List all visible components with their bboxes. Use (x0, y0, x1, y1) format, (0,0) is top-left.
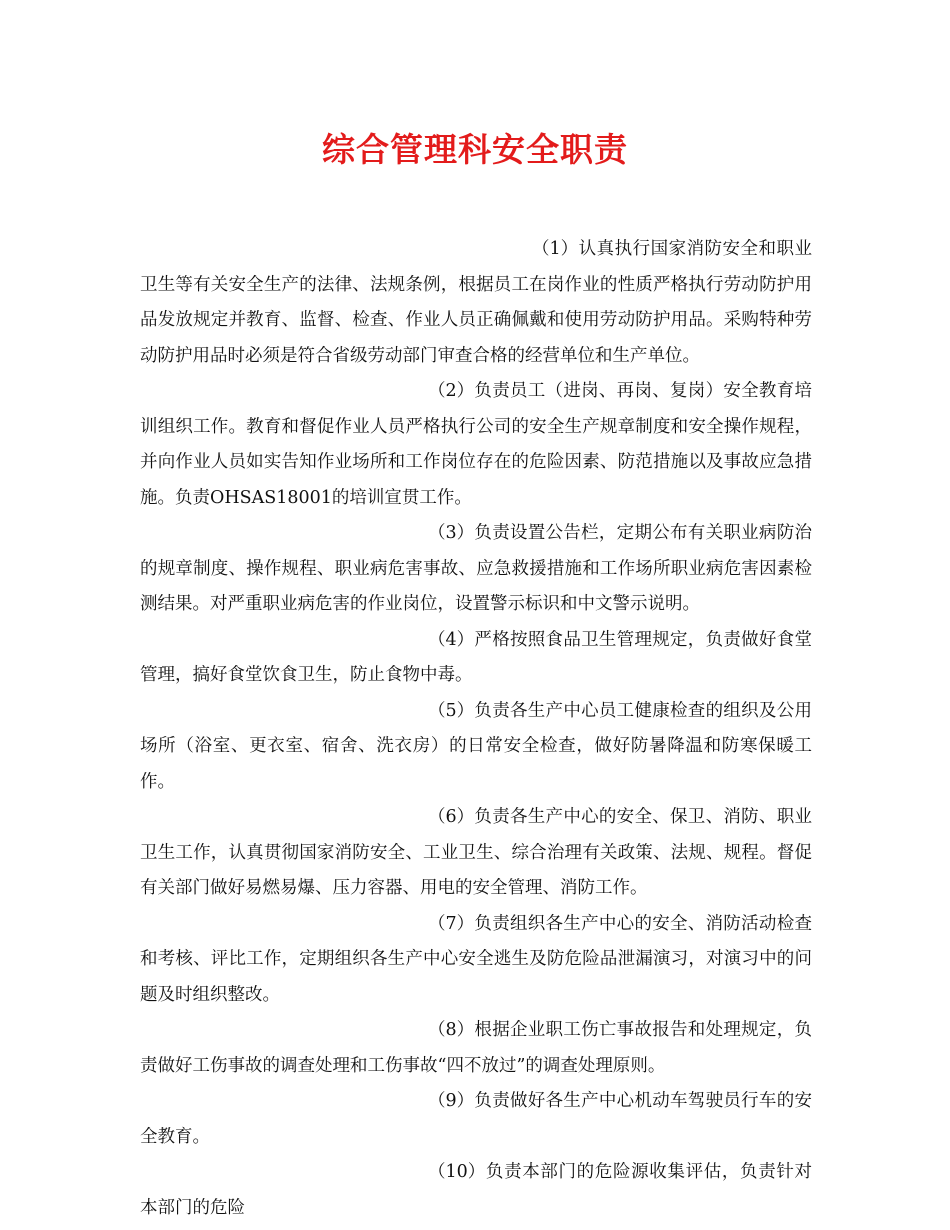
item-number: （7） (428, 913, 475, 934)
item-text: 负责各生产中心员工健康检查的组织及公用场所（浴室、更衣室、宿舍、洗衣房）的日常安全检查，做好防暑降温和防寒保暖工作。 (140, 700, 812, 792)
item-text: 根据企业职工伤亡事故报告和处理规定，负责做好工伤事故的调查处理和工伤事故“四不放过”的调查处理原则。 (140, 1020, 812, 1076)
duty-item-6 (140, 800, 812, 907)
item-number: （1） (532, 239, 579, 259)
item-number: （8） (428, 1020, 475, 1040)
item-number: （2） (428, 381, 475, 401)
duty-item-9 (140, 1084, 812, 1155)
item-text: 负责各生产中心的安全、保卫、消防、职业卫生工作，认真贯彻国家消防安全、工业卫生、综合治理有关政策、法规、规程。督促有关部门做好易燃易爆、压力容器、用电的安全管理、消防工作。 (140, 807, 812, 898)
duty-item-4 (140, 623, 812, 694)
item-number: （4） (428, 629, 475, 650)
item-text: 严格按照食品卫生管理规定，负责做好食堂管理，搞好食堂饮食卫生，防止食物中毒。 (140, 629, 812, 685)
item-number: （6） (428, 807, 475, 827)
duty-item-3 (140, 516, 812, 623)
item-number: （10） (428, 1162, 486, 1182)
item-text: 负责设置公告栏，定期公布有关职业病防治的规章制度、操作规程、职业病危害事故、应急救援措施和工作场所职业病危害因素检测结果。对严重职业病危害的作业岗位，设置警示标识和中文警示说明。 (140, 523, 812, 614)
duty-item-7 (140, 907, 812, 1014)
duty-item-5 (140, 694, 812, 801)
duty-item-8 (140, 1013, 812, 1084)
item-text: 认真执行国家消防安全和职业卫生等有关安全生产的法律、法规条例，根据员工在岗作业的性质严格执行劳动防护用品发放规定并教育、监督、检查、作业人员正确佩戴和使用劳动防护用品。采购特种劳动防护用品时必须是符合省级劳动部门审查合格的经营单位和生产单位。 (140, 239, 812, 366)
duty-item-10 (140, 1155, 812, 1226)
document-body (140, 232, 812, 1226)
document-title: 综合管理科安全职责 (322, 130, 628, 169)
item-text: 负责本部门的危险源收集评估，负责针对本部门的危险 (140, 1162, 812, 1218)
item-text: 负责做好各生产中心机动车驾驶员行车的安全教育。 (140, 1091, 812, 1147)
duty-item-2 (140, 374, 812, 516)
item-number: （3） (428, 523, 475, 543)
item-number: （5） (428, 700, 475, 721)
item-text: 负责组织各生产中心的安全、消防活动检查和考核、评比工作，定期组织各生产中心安全逃生及防危险品泄漏演习，对演习中的问题及时组织整改。 (140, 913, 812, 1005)
item-text: 负责员工（进岗、再岗、复岗）安全教育培训组织工作。教育和督促作业人员严格执行公司的安全生产规章制度和安全操作规程，并向作业人员如实告知作业场所和工作岗位存在的危险因素、防范措施以及事故应急措施。负责OHSAS18001的培训宣贯工作。 (140, 381, 812, 508)
item-number: （9） (428, 1091, 475, 1111)
duty-item-1 (140, 232, 812, 374)
